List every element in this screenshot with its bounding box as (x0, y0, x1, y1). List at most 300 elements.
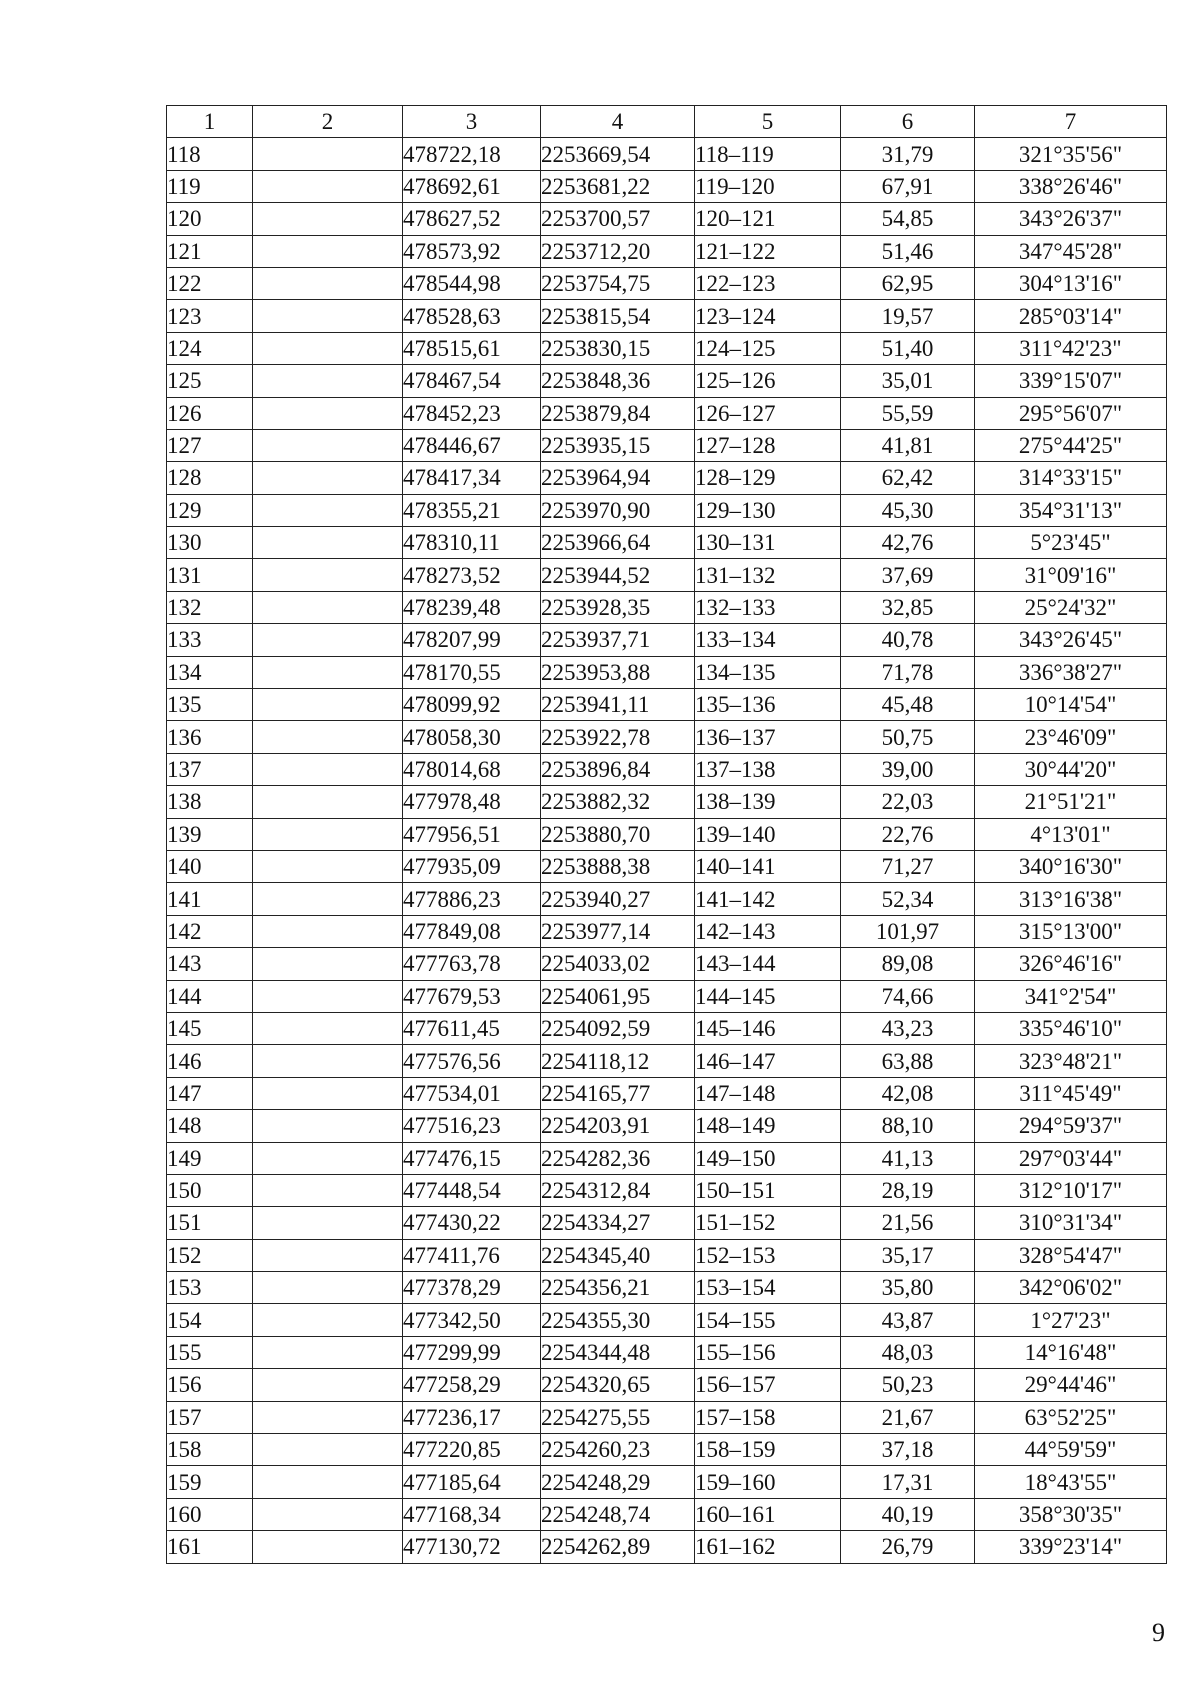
point-number-cell: 126 (167, 397, 253, 429)
point-number-cell: 147 (167, 1077, 253, 1109)
y-coordinate-cell: 2253953,88 (541, 656, 695, 688)
segment-cell: 148–149 (695, 1110, 841, 1142)
x-coordinate-cell: 478573,92 (403, 235, 541, 267)
x-coordinate-cell: 477576,56 (403, 1045, 541, 1077)
table-row (167, 1110, 1167, 1142)
point-number-cell: 118 (167, 138, 253, 170)
segment-cell: 156–157 (695, 1369, 841, 1401)
length-cell: 32,85 (841, 591, 975, 623)
point-number-cell: 133 (167, 624, 253, 656)
point-number-cell: 155 (167, 1336, 253, 1368)
empty-cell (253, 1304, 403, 1336)
empty-cell (253, 527, 403, 559)
y-coordinate-cell: 2254262,89 (541, 1531, 695, 1563)
y-coordinate-cell: 2253896,84 (541, 753, 695, 785)
x-coordinate-cell: 477978,48 (403, 786, 541, 818)
empty-cell (253, 1336, 403, 1368)
empty-cell (253, 915, 403, 947)
x-coordinate-cell: 478058,30 (403, 721, 541, 753)
y-coordinate-cell: 2254118,12 (541, 1045, 695, 1077)
segment-cell: 150–151 (695, 1174, 841, 1206)
segment-cell: 140–141 (695, 850, 841, 882)
empty-cell (253, 883, 403, 915)
segment-cell: 129–130 (695, 494, 841, 526)
y-coordinate-cell: 2254344,48 (541, 1336, 695, 1368)
bearing-cell: 25°24'32" (975, 591, 1167, 623)
length-cell: 48,03 (841, 1336, 975, 1368)
point-number-cell: 140 (167, 850, 253, 882)
point-number-cell: 149 (167, 1142, 253, 1174)
bearing-cell: 323°48'21" (975, 1045, 1167, 1077)
y-coordinate-cell: 2253941,11 (541, 689, 695, 721)
length-cell: 71,78 (841, 656, 975, 688)
length-cell: 35,01 (841, 365, 975, 397)
segment-cell: 154–155 (695, 1304, 841, 1336)
segment-cell: 142–143 (695, 915, 841, 947)
segment-cell: 141–142 (695, 883, 841, 915)
x-coordinate-cell: 477342,50 (403, 1304, 541, 1336)
table-row (167, 1466, 1167, 1498)
y-coordinate-cell: 2254248,29 (541, 1466, 695, 1498)
point-number-cell: 128 (167, 462, 253, 494)
length-cell: 43,87 (841, 1304, 975, 1336)
table-row (167, 1272, 1167, 1304)
y-coordinate-cell: 2253669,54 (541, 138, 695, 170)
segment-cell: 147–148 (695, 1077, 841, 1109)
point-number-cell: 123 (167, 300, 253, 332)
column-header: 4 (541, 106, 695, 138)
length-cell: 42,76 (841, 527, 975, 559)
column-header: 1 (167, 106, 253, 138)
length-cell: 55,59 (841, 397, 975, 429)
table-row (167, 591, 1167, 623)
bearing-cell: 295°56'07" (975, 397, 1167, 429)
x-coordinate-cell: 477236,17 (403, 1401, 541, 1433)
point-number-cell: 151 (167, 1207, 253, 1239)
point-number-cell: 132 (167, 591, 253, 623)
length-cell: 88,10 (841, 1110, 975, 1142)
x-coordinate-cell: 478170,55 (403, 656, 541, 688)
bearing-cell: 10°14'54" (975, 689, 1167, 721)
table-row (167, 267, 1167, 299)
x-coordinate-cell: 477258,29 (403, 1369, 541, 1401)
bearing-cell: 328°54'47" (975, 1239, 1167, 1271)
y-coordinate-cell: 2253700,57 (541, 203, 695, 235)
x-coordinate-cell: 478467,54 (403, 365, 541, 397)
point-number-cell: 154 (167, 1304, 253, 1336)
y-coordinate-cell: 2254203,91 (541, 1110, 695, 1142)
bearing-cell: 340°16'30" (975, 850, 1167, 882)
table-body (167, 138, 1167, 1563)
empty-cell (253, 203, 403, 235)
bearing-cell: 63°52'25" (975, 1401, 1167, 1433)
segment-cell: 118–119 (695, 138, 841, 170)
empty-cell (253, 365, 403, 397)
table-row (167, 786, 1167, 818)
segment-cell: 124–125 (695, 332, 841, 364)
point-number-cell: 139 (167, 818, 253, 850)
x-coordinate-cell: 478355,21 (403, 494, 541, 526)
x-coordinate-cell: 477168,34 (403, 1498, 541, 1530)
table-row (167, 1142, 1167, 1174)
bearing-cell: 14°16'48" (975, 1336, 1167, 1368)
bearing-cell: 341°2'54" (975, 980, 1167, 1012)
bearing-cell: 285°03'14" (975, 300, 1167, 332)
segment-cell: 136–137 (695, 721, 841, 753)
y-coordinate-cell: 2254260,23 (541, 1434, 695, 1466)
empty-cell (253, 494, 403, 526)
x-coordinate-cell: 477378,29 (403, 1272, 541, 1304)
length-cell: 21,56 (841, 1207, 975, 1239)
x-coordinate-cell: 478239,48 (403, 591, 541, 623)
table-row (167, 1045, 1167, 1077)
table-row (167, 850, 1167, 882)
point-number-cell: 137 (167, 753, 253, 785)
empty-cell (253, 300, 403, 332)
x-coordinate-cell: 477411,76 (403, 1239, 541, 1271)
y-coordinate-cell: 2253964,94 (541, 462, 695, 494)
point-number-cell: 160 (167, 1498, 253, 1530)
empty-cell (253, 1142, 403, 1174)
y-coordinate-cell: 2253754,75 (541, 267, 695, 299)
table-row (167, 1207, 1167, 1239)
y-coordinate-cell: 2253681,22 (541, 170, 695, 202)
table-row (167, 235, 1167, 267)
length-cell: 51,40 (841, 332, 975, 364)
segment-cell: 153–154 (695, 1272, 841, 1304)
point-number-cell: 152 (167, 1239, 253, 1271)
bearing-cell: 321°35'56" (975, 138, 1167, 170)
empty-cell (253, 267, 403, 299)
point-number-cell: 136 (167, 721, 253, 753)
point-number-cell: 157 (167, 1401, 253, 1433)
table-row (167, 138, 1167, 170)
table-row (167, 1077, 1167, 1109)
segment-cell: 146–147 (695, 1045, 841, 1077)
x-coordinate-cell: 478273,52 (403, 559, 541, 591)
length-cell: 39,00 (841, 753, 975, 785)
empty-cell (253, 1272, 403, 1304)
point-number-cell: 135 (167, 689, 253, 721)
bearing-cell: 338°26'46" (975, 170, 1167, 202)
y-coordinate-cell: 2254061,95 (541, 980, 695, 1012)
bearing-cell: 339°23'14" (975, 1531, 1167, 1563)
length-cell: 35,80 (841, 1272, 975, 1304)
segment-cell: 144–145 (695, 980, 841, 1012)
segment-cell: 126–127 (695, 397, 841, 429)
segment-cell: 122–123 (695, 267, 841, 299)
bearing-cell: 5°23'45" (975, 527, 1167, 559)
table-row (167, 980, 1167, 1012)
empty-cell (253, 397, 403, 429)
x-coordinate-cell: 477534,01 (403, 1077, 541, 1109)
table-row (167, 1401, 1167, 1433)
y-coordinate-cell: 2253928,35 (541, 591, 695, 623)
y-coordinate-cell: 2254165,77 (541, 1077, 695, 1109)
segment-cell: 125–126 (695, 365, 841, 397)
bearing-cell: 339°15'07" (975, 365, 1167, 397)
table-row (167, 1239, 1167, 1271)
y-coordinate-cell: 2254248,74 (541, 1498, 695, 1530)
empty-cell (253, 1466, 403, 1498)
table-row (167, 624, 1167, 656)
bearing-cell: 21°51'21" (975, 786, 1167, 818)
table-row (167, 397, 1167, 429)
y-coordinate-cell: 2253940,27 (541, 883, 695, 915)
table-row (167, 332, 1167, 364)
bearing-cell: 358°30'35" (975, 1498, 1167, 1530)
length-cell: 17,31 (841, 1466, 975, 1498)
bearing-cell: 311°45'49" (975, 1077, 1167, 1109)
length-cell: 62,42 (841, 462, 975, 494)
point-number-cell: 120 (167, 203, 253, 235)
table-row (167, 170, 1167, 202)
bearing-cell: 311°42'23" (975, 332, 1167, 364)
x-coordinate-cell: 477299,99 (403, 1336, 541, 1368)
bearing-cell: 312°10'17" (975, 1174, 1167, 1206)
segment-cell: 139–140 (695, 818, 841, 850)
point-number-cell: 161 (167, 1531, 253, 1563)
table-row (167, 1498, 1167, 1530)
y-coordinate-cell: 2253712,20 (541, 235, 695, 267)
empty-cell (253, 332, 403, 364)
segment-cell: 132–133 (695, 591, 841, 623)
table-row (167, 365, 1167, 397)
table-row (167, 1012, 1167, 1044)
length-cell: 67,91 (841, 170, 975, 202)
segment-cell: 119–120 (695, 170, 841, 202)
y-coordinate-cell: 2253966,64 (541, 527, 695, 559)
column-header: 5 (695, 106, 841, 138)
bearing-cell: 44°59'59" (975, 1434, 1167, 1466)
length-cell: 40,19 (841, 1498, 975, 1530)
table-row (167, 300, 1167, 332)
table-row (167, 559, 1167, 591)
y-coordinate-cell: 2254355,30 (541, 1304, 695, 1336)
coordinates-table (166, 105, 1167, 1564)
empty-cell (253, 170, 403, 202)
table-row (167, 1531, 1167, 1563)
table-row (167, 1369, 1167, 1401)
segment-cell: 159–160 (695, 1466, 841, 1498)
bearing-cell: 1°27'23" (975, 1304, 1167, 1336)
table-row (167, 818, 1167, 850)
y-coordinate-cell: 2253882,32 (541, 786, 695, 818)
point-number-cell: 122 (167, 267, 253, 299)
empty-cell (253, 948, 403, 980)
segment-cell: 145–146 (695, 1012, 841, 1044)
empty-cell (253, 462, 403, 494)
x-coordinate-cell: 477220,85 (403, 1434, 541, 1466)
empty-cell (253, 1207, 403, 1239)
empty-cell (253, 138, 403, 170)
bearing-cell: 343°26'45" (975, 624, 1167, 656)
segment-cell: 160–161 (695, 1498, 841, 1530)
point-number-cell: 146 (167, 1045, 253, 1077)
segment-cell: 130–131 (695, 527, 841, 559)
empty-cell (253, 429, 403, 461)
empty-cell (253, 559, 403, 591)
header-row (167, 106, 1167, 138)
y-coordinate-cell: 2254033,02 (541, 948, 695, 980)
point-number-cell: 148 (167, 1110, 253, 1142)
bearing-cell: 313°16'38" (975, 883, 1167, 915)
empty-cell (253, 753, 403, 785)
x-coordinate-cell: 477130,72 (403, 1531, 541, 1563)
segment-cell: 123–124 (695, 300, 841, 332)
point-number-cell: 159 (167, 1466, 253, 1498)
point-number-cell: 124 (167, 332, 253, 364)
length-cell: 45,48 (841, 689, 975, 721)
x-coordinate-cell: 478528,63 (403, 300, 541, 332)
length-cell: 101,97 (841, 915, 975, 947)
empty-cell (253, 235, 403, 267)
length-cell: 71,27 (841, 850, 975, 882)
bearing-cell: 275°44'25" (975, 429, 1167, 461)
empty-cell (253, 818, 403, 850)
length-cell: 74,66 (841, 980, 975, 1012)
segment-cell: 128–129 (695, 462, 841, 494)
table-row (167, 1434, 1167, 1466)
point-number-cell: 141 (167, 883, 253, 915)
x-coordinate-cell: 477886,23 (403, 883, 541, 915)
bearing-cell: 335°46'10" (975, 1012, 1167, 1044)
x-coordinate-cell: 477956,51 (403, 818, 541, 850)
table-row (167, 721, 1167, 753)
empty-cell (253, 1174, 403, 1206)
length-cell: 21,67 (841, 1401, 975, 1433)
segment-cell: 135–136 (695, 689, 841, 721)
length-cell: 22,03 (841, 786, 975, 818)
segment-cell: 157–158 (695, 1401, 841, 1433)
empty-cell (253, 591, 403, 623)
bearing-cell: 31°09'16" (975, 559, 1167, 591)
y-coordinate-cell: 2253944,52 (541, 559, 695, 591)
y-coordinate-cell: 2253935,15 (541, 429, 695, 461)
y-coordinate-cell: 2253970,90 (541, 494, 695, 526)
x-coordinate-cell: 478692,61 (403, 170, 541, 202)
y-coordinate-cell: 2254282,36 (541, 1142, 695, 1174)
segment-cell: 138–139 (695, 786, 841, 818)
x-coordinate-cell: 478014,68 (403, 753, 541, 785)
page-number: 9 (1152, 1618, 1165, 1647)
bearing-cell: 18°43'55" (975, 1466, 1167, 1498)
length-cell: 43,23 (841, 1012, 975, 1044)
empty-cell (253, 1401, 403, 1433)
point-number-cell: 153 (167, 1272, 253, 1304)
y-coordinate-cell: 2253880,70 (541, 818, 695, 850)
length-cell: 37,18 (841, 1434, 975, 1466)
point-number-cell: 125 (167, 365, 253, 397)
point-number-cell: 150 (167, 1174, 253, 1206)
table-row (167, 462, 1167, 494)
segment-cell: 134–135 (695, 656, 841, 688)
length-cell: 35,17 (841, 1239, 975, 1271)
length-cell: 54,85 (841, 203, 975, 235)
x-coordinate-cell: 477849,08 (403, 915, 541, 947)
y-coordinate-cell: 2253848,36 (541, 365, 695, 397)
x-coordinate-cell: 478446,67 (403, 429, 541, 461)
y-coordinate-cell: 2254275,55 (541, 1401, 695, 1433)
y-coordinate-cell: 2254092,59 (541, 1012, 695, 1044)
bearing-cell: 336°38'27" (975, 656, 1167, 688)
bearing-cell: 4°13'01" (975, 818, 1167, 850)
empty-cell (253, 1369, 403, 1401)
bearing-cell: 310°31'34" (975, 1207, 1167, 1239)
length-cell: 41,13 (841, 1142, 975, 1174)
x-coordinate-cell: 478627,52 (403, 203, 541, 235)
empty-cell (253, 624, 403, 656)
length-cell: 41,81 (841, 429, 975, 461)
column-header: 3 (403, 106, 541, 138)
bearing-cell: 354°31'13" (975, 494, 1167, 526)
segment-cell: 133–134 (695, 624, 841, 656)
length-cell: 19,57 (841, 300, 975, 332)
point-number-cell: 158 (167, 1434, 253, 1466)
x-coordinate-cell: 477679,53 (403, 980, 541, 1012)
x-coordinate-cell: 477611,45 (403, 1012, 541, 1044)
point-number-cell: 121 (167, 235, 253, 267)
point-number-cell: 143 (167, 948, 253, 980)
y-coordinate-cell: 2253977,14 (541, 915, 695, 947)
empty-cell (253, 850, 403, 882)
x-coordinate-cell: 477448,54 (403, 1174, 541, 1206)
x-coordinate-cell: 478452,23 (403, 397, 541, 429)
x-coordinate-cell: 478417,34 (403, 462, 541, 494)
table-row (167, 915, 1167, 947)
bearing-cell: 30°44'20" (975, 753, 1167, 785)
y-coordinate-cell: 2253922,78 (541, 721, 695, 753)
empty-cell (253, 1531, 403, 1563)
segment-cell: 127–128 (695, 429, 841, 461)
empty-cell (253, 1045, 403, 1077)
column-header: 2 (253, 106, 403, 138)
table-row (167, 494, 1167, 526)
length-cell: 37,69 (841, 559, 975, 591)
bearing-cell: 304°13'16" (975, 267, 1167, 299)
bearing-cell: 347°45'28" (975, 235, 1167, 267)
point-number-cell: 129 (167, 494, 253, 526)
point-number-cell: 131 (167, 559, 253, 591)
bearing-cell: 315°13'00" (975, 915, 1167, 947)
segment-cell: 158–159 (695, 1434, 841, 1466)
x-coordinate-cell: 477185,64 (403, 1466, 541, 1498)
bearing-cell: 343°26'37" (975, 203, 1167, 235)
segment-cell: 120–121 (695, 203, 841, 235)
empty-cell (253, 1498, 403, 1530)
y-coordinate-cell: 2253937,71 (541, 624, 695, 656)
point-number-cell: 156 (167, 1369, 253, 1401)
segment-cell: 121–122 (695, 235, 841, 267)
bearing-cell: 314°33'15" (975, 462, 1167, 494)
point-number-cell: 142 (167, 915, 253, 947)
column-header: 6 (841, 106, 975, 138)
empty-cell (253, 1110, 403, 1142)
point-number-cell: 119 (167, 170, 253, 202)
length-cell: 50,75 (841, 721, 975, 753)
point-number-cell: 127 (167, 429, 253, 461)
empty-cell (253, 786, 403, 818)
segment-cell: 137–138 (695, 753, 841, 785)
table-row (167, 1174, 1167, 1206)
empty-cell (253, 689, 403, 721)
segment-cell: 161–162 (695, 1531, 841, 1563)
x-coordinate-cell: 477476,15 (403, 1142, 541, 1174)
point-number-cell: 138 (167, 786, 253, 818)
table-row (167, 656, 1167, 688)
length-cell: 26,79 (841, 1531, 975, 1563)
bearing-cell: 326°46'16" (975, 948, 1167, 980)
